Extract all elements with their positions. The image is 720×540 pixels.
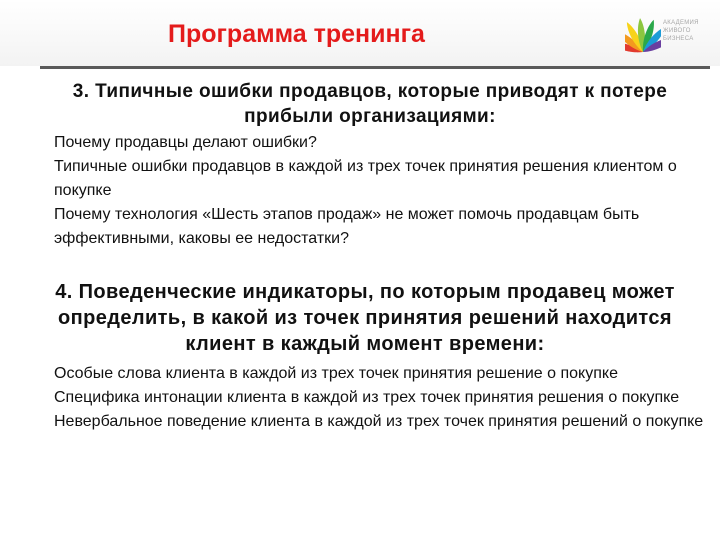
- list-item: Невербальное поведение клиента в каждой из трех точек принятия решений о покупке: [54, 413, 704, 430]
- logo-text: [663, 19, 699, 43]
- header-divider: [40, 66, 710, 69]
- section-3-list: [54, 131, 704, 251]
- list-item: Почему продавцы делают ошибки?: [54, 134, 317, 151]
- logo-line: БИЗНЕСА: [663, 36, 694, 42]
- section-4-heading: 4. Поведенческие индикаторы, по которым продавец может определить, в какой из точек принятия решений находится клиент в каждый момент времени:: [55, 281, 675, 355]
- list-item: Особые слова клиента в каждой из трех точек принятия решение о покупке: [54, 365, 618, 382]
- list-item: Почему технология «Шесть этапов продаж» не может помочь продавцам быть эффективными, каковы ее недостатки?: [54, 206, 640, 247]
- logo-line: ЖИВОГО: [663, 28, 691, 34]
- list-item: Специфика интонации клиента в каждой из трех точек принятия решения о покупке: [54, 389, 680, 406]
- page-title: Программа тренинга: [168, 20, 425, 48]
- logo-line: АКАДЕМИЯ: [663, 20, 699, 26]
- logo: [625, 14, 715, 60]
- section-4-list: [54, 362, 704, 434]
- list-item: Типичные ошибки продавцов в каждой из трех точек принятия решения клиентом о покупке: [54, 158, 677, 199]
- leaf-fan-logo-icon: [625, 14, 661, 54]
- section-3-heading: 3. Типичные ошибки продавцов, которые приводят к потере прибыли организациями:: [72, 81, 668, 127]
